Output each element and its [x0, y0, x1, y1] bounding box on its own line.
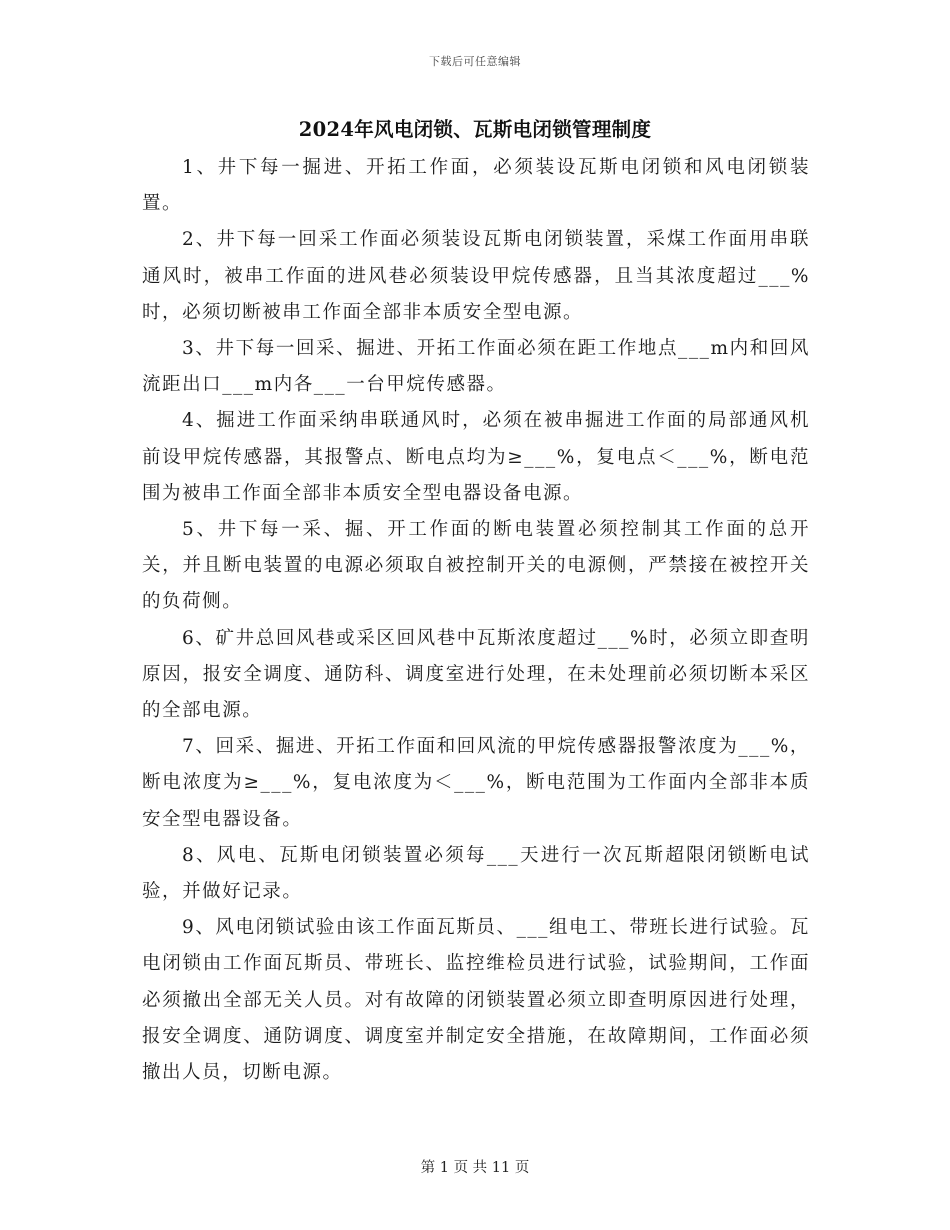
- paragraph-8: 8、风电、瓦斯电闭锁装置必须每___天进行一次瓦斯超限闭锁断电试验，并做好记录。: [142, 844, 810, 903]
- document-title: 2024年风电闭锁、瓦斯电闭锁管理制度: [298, 118, 652, 141]
- paragraph-3: 3、井下每一回采、掘进、开拓工作面必须在距工作地点___m内和回风流距出口___m内各___一台甲烷传感器。: [142, 338, 810, 396]
- paragraph-5: 5、井下每一采、掘、开工作面的断电装置必须控制其工作面的总开关，并且断电装置的电源必须取自被控制开关的电源侧，严禁接在被控开关的负荷侧。: [142, 519, 810, 613]
- paragraph-1: 1、井下每一掘进、开拓工作面，必须装设瓦斯电闭锁和风电闭锁装置。: [142, 157, 810, 215]
- paragraph-6: 6、矿井总回风巷或采区回风巷中瓦斯浓度超过___%时，必须立即查明原因，报安全调度、通防科、调度室进行处理，在未处理前必须切断本采区的全部电源。: [142, 627, 810, 722]
- paragraph-2: 2、井下每一回采工作面必须装设瓦斯电闭锁装置，采煤工作面用串联通风时，被串工作面的进风巷必须装设甲烷传感器，且当其浓度超过___%时，必须切断被串工作面全部非本质安全型电源。: [142, 229, 810, 323]
- paragraph-4: 4、掘进工作面采纳串联通风时，必须在被串掘进工作面的局部通风机前设甲烷传感器，其报警点、断电点均为≥___%，复电点＜___%，断电范围为被串工作面全部非本质安全型电器设备电源。: [142, 410, 810, 504]
- page-number-footer: 第 1 页 共 11 页: [420, 1160, 530, 1176]
- document-body: [142, 150, 810, 1091]
- paragraph-7: 7、回采、掘进、开拓工作面和回风流的甲烷传感器报警浓度为___%，断电浓度为≥___%，复电浓度为＜___%，断电范围为工作面内全部非本质安全型电器设备。: [142, 736, 810, 830]
- header-note: 下载后可任意编辑: [429, 55, 521, 68]
- paragraph-9: 9、风电闭锁试验由该工作面瓦斯员、___组电工、带班长进行试验。瓦电闭锁由工作面瓦斯员、带班长、监控维检员进行试验，试验期间，工作面必须撤出全部无关人员。对有故障的闭锁装置必须立即查明原因进行处理，报安全调度、通防调度、调度室并制定安全措施，在故障期间，工作面必须撤出人员，切断电源。: [142, 917, 810, 1084]
